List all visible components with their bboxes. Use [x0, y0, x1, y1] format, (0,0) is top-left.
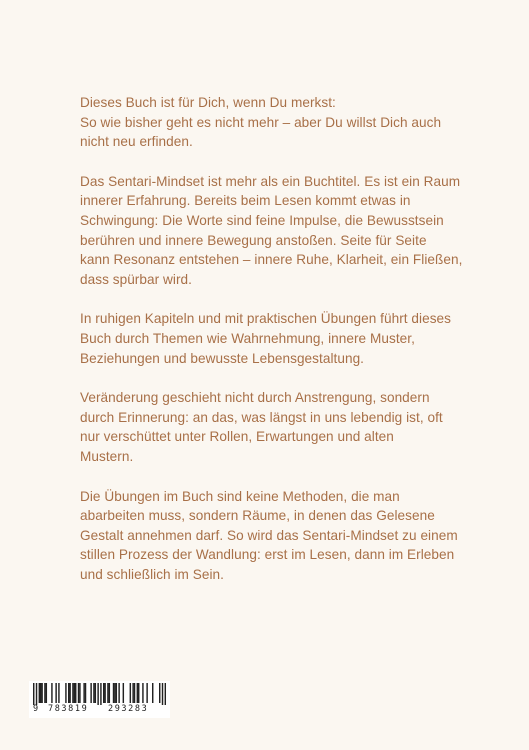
barcode-bar	[152, 683, 153, 703]
barcode-bar	[41, 683, 42, 703]
barcode-bar	[68, 683, 69, 703]
barcode-bar	[39, 683, 40, 703]
paragraph-3	[80, 309, 480, 368]
barcode-bar	[36, 683, 37, 705]
barcode-bar	[85, 683, 86, 703]
barcode-bar	[116, 683, 117, 703]
barcode-bar	[138, 683, 139, 703]
text-line: kann Resonanz entstehen – innere Ruhe, Klarheit, ein Fließen,	[80, 252, 463, 268]
barcode-bar	[137, 683, 138, 703]
barcode-bar	[107, 683, 108, 703]
barcode-bar	[100, 683, 101, 705]
barcode-bar	[69, 683, 70, 703]
text-line: berühren und innere Bewegung anstoßen. Seite für Seite	[80, 232, 427, 248]
barcode-bar	[146, 683, 147, 703]
text-line: abarbeiten muss, sondern Räume, in denen das Gelesene	[80, 508, 435, 524]
text-line: Veränderung geschieht nicht durch Anstrengung, sondern	[80, 390, 430, 406]
text-line: Die Übungen im Buch sind keine Methoden, die man	[80, 488, 400, 504]
isbn-barcode	[29, 681, 170, 718]
barcode-bar	[75, 683, 76, 703]
barcode-digits	[29, 704, 170, 716]
barcode-bar	[78, 683, 79, 703]
barcode-bar	[95, 683, 96, 703]
barcode-bar	[55, 683, 56, 703]
barcode-bar	[97, 683, 98, 705]
barcode-bar	[83, 683, 84, 703]
barcode-bar	[46, 683, 47, 703]
text-line: dass spürbar wird.	[80, 271, 192, 287]
barcode-bar	[72, 683, 73, 703]
barcode-bar	[90, 683, 91, 703]
text-line: durch Erinnerung: an das, was längst in uns lebendig ist, oft	[80, 409, 443, 425]
barcode-bar	[33, 683, 34, 705]
barcode-bar	[142, 683, 143, 703]
text-line: Dieses Buch ist für Dich, wenn Du merkst:	[80, 95, 336, 110]
text-line: So wie bisher geht es nicht mehr – aber Du willst Dich auch	[80, 114, 442, 130]
barcode-bar	[118, 683, 119, 703]
barcode-bar	[134, 683, 135, 703]
text-line: Schwingung: Die Worte sind feine Impulse, die Bewusstsein	[80, 212, 444, 228]
barcode-bars-icon	[33, 683, 166, 705]
text-line: nur verschüttet unter Rollen, Erwartungen und alten	[80, 429, 394, 445]
text-line: stillen Prozess der Wandlung: erst im Lesen, dann im Erleben	[80, 547, 455, 563]
paragraph-2	[80, 172, 480, 290]
barcode-bar	[113, 683, 114, 703]
barcode-bar	[132, 683, 133, 703]
barcode-digits-right: 293283	[108, 704, 149, 714]
text-line: Das Sentari-Mindset ist mehr als ein Buchtitel. Es ist ein Raum	[80, 173, 461, 189]
barcode-bar	[130, 683, 131, 703]
text-line: Mustern.	[80, 448, 134, 464]
barcode-bar	[93, 683, 94, 703]
text-line: Buch durch Themen wie Wahrnehmung, innere Muster,	[80, 330, 415, 346]
barcode-digits-left: 783819	[48, 704, 89, 714]
barcode-bar	[165, 683, 166, 705]
barcode-bar	[103, 683, 104, 703]
text-line: Beziehungen und bewusste Lebensgestaltung.	[80, 350, 365, 366]
text-line: und schließlich im Sein.	[80, 566, 224, 582]
barcode-digit-first: 9	[33, 704, 39, 714]
text-line: nicht neu erfinden.	[80, 134, 193, 150]
text-line: In ruhigen Kapiteln und mit praktischen Übungen führt dieses	[80, 311, 452, 327]
barcode-bar	[114, 683, 115, 703]
paragraph-4	[80, 388, 480, 466]
barcode-bar	[79, 683, 80, 703]
blurb-text	[80, 93, 480, 604]
barcode-bar	[40, 683, 41, 703]
barcode-bar	[162, 683, 163, 705]
barcode-bar	[58, 683, 59, 703]
barcode-bar	[104, 683, 105, 703]
barcode-bar	[159, 683, 160, 703]
barcode-bar	[65, 683, 66, 703]
barcode-bar	[109, 683, 110, 703]
text-line: Gestalt annehmen darf. So wird das Sentari-Mindset zu einem	[80, 527, 458, 543]
paragraph-1	[80, 93, 480, 152]
barcode-bar	[74, 683, 75, 703]
barcode-bar	[123, 683, 124, 703]
barcode-bar	[44, 683, 45, 703]
text-line: innerer Erfahrung. Bereits beim Lesen kommt etwas in	[80, 193, 411, 209]
barcode-bar	[51, 683, 52, 703]
paragraph-5	[80, 487, 480, 585]
